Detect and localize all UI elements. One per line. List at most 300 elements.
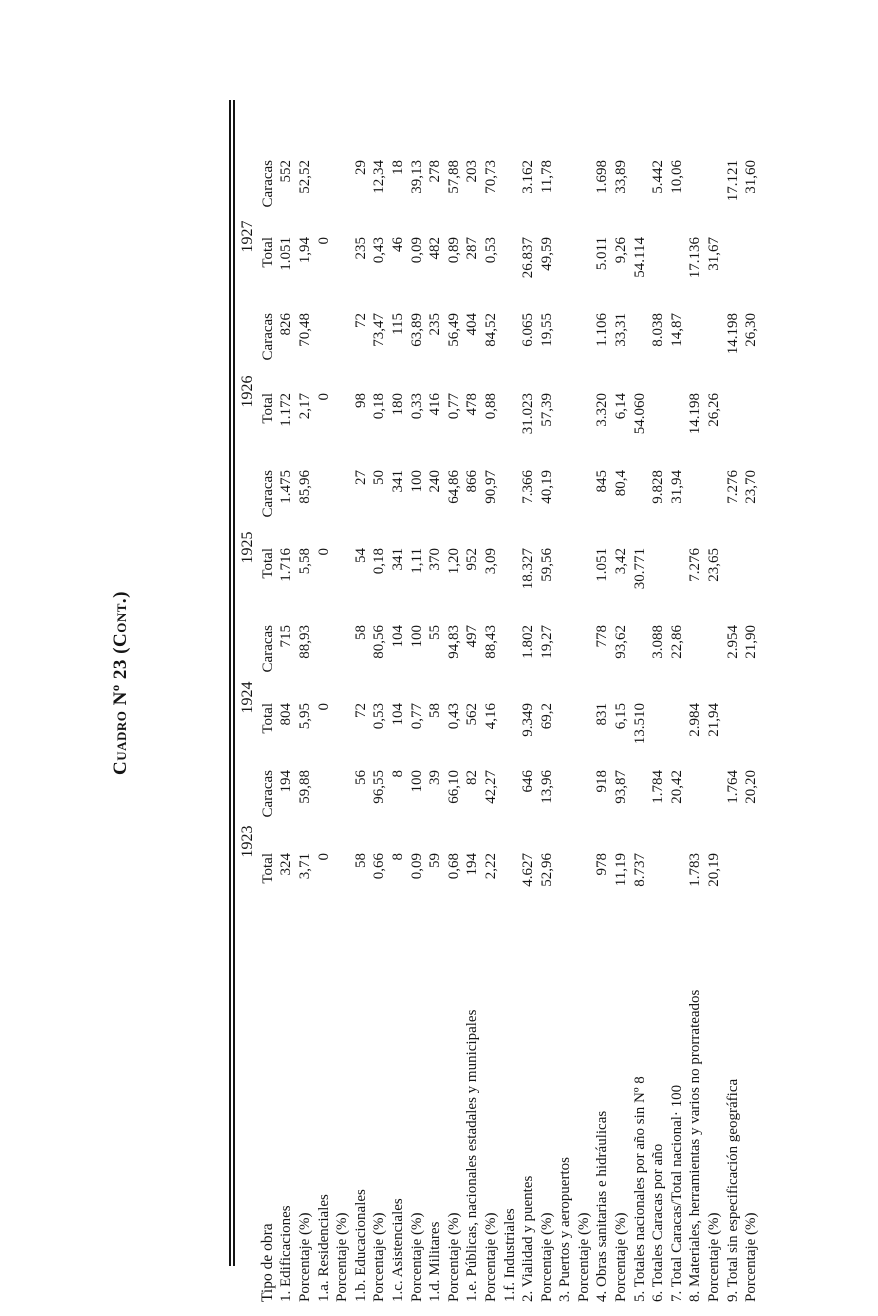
value-cell: 235 (352, 237, 369, 260)
value-cell: 0,43 (445, 703, 462, 730)
value-cell: 1.051 (594, 548, 611, 582)
value-cell: 11,78 (538, 160, 555, 194)
value-cell: 2.984 (687, 703, 704, 737)
value-cell: 21,90 (743, 625, 760, 659)
table-row (314, 160, 333, 1302)
value-cell: 8.737 (631, 853, 648, 887)
value-cell (500, 770, 519, 853)
table-row (556, 160, 575, 1302)
value-cell: 0,77 (408, 703, 425, 730)
value-cell: 115 (389, 313, 406, 335)
value-cell: 1,94 (296, 237, 313, 264)
value-cell (667, 703, 686, 770)
row-label: 9. Total sin especificación geográfica (724, 1078, 741, 1302)
value-cell: 17.121 (724, 160, 741, 202)
value-cell (575, 160, 594, 237)
value-cell: 13,96 (538, 770, 555, 804)
value-cell: 8.038 (650, 313, 667, 347)
value-cell: 96,55 (371, 770, 388, 804)
table-title: Cuadro Nº 23 (Cont.) (110, 591, 131, 775)
value-cell: 58 (352, 625, 369, 640)
value-cell (556, 393, 575, 470)
value-cell: 7.366 (520, 470, 537, 504)
table-row (444, 160, 463, 1302)
value-cell: 54.060 (631, 393, 648, 435)
value-cell (742, 393, 761, 470)
row-label: 1.a. Residenciales (315, 1194, 332, 1302)
value-cell (705, 313, 724, 393)
value-cell: 0,18 (371, 393, 388, 420)
value-cell: 0 (315, 548, 332, 556)
value-cell: 84,52 (482, 313, 499, 347)
value-cell: 0,53 (482, 237, 499, 264)
value-cell (705, 625, 724, 703)
value-cell (314, 313, 333, 393)
value-cell: 235 (427, 313, 444, 336)
row-label: 7. Total Caracas/Total nacional· 100 (668, 1084, 685, 1302)
value-cell: 0,09 (408, 853, 425, 880)
value-cell (686, 313, 705, 393)
value-cell: 1.475 (278, 470, 295, 504)
value-cell: 56,49 (445, 313, 462, 347)
value-cell (556, 160, 575, 237)
data-table (238, 160, 760, 1302)
value-cell: 94,83 (445, 625, 462, 659)
value-cell: 21,94 (706, 703, 723, 737)
value-cell: 978 (594, 853, 611, 876)
value-cell (500, 237, 519, 313)
row-label: Porcentaje (%) (334, 1212, 351, 1302)
value-cell (742, 703, 761, 770)
value-cell (686, 160, 705, 237)
value-cell (556, 625, 575, 703)
value-cell: 18.327 (520, 548, 537, 590)
table-row (426, 160, 445, 1302)
value-cell: 9,26 (613, 237, 630, 264)
value-cell: 0,88 (482, 393, 499, 420)
value-cell (556, 237, 575, 313)
value-cell (686, 770, 705, 853)
value-cell (314, 770, 333, 853)
table-row (723, 160, 742, 1302)
value-cell: 866 (464, 470, 481, 493)
value-cell: 72 (352, 313, 369, 328)
value-cell: 0 (315, 853, 332, 861)
value-cell (575, 770, 594, 853)
value-cell (649, 393, 668, 470)
row-label: 1.c. Asistenciales (389, 1198, 406, 1302)
value-cell (667, 237, 686, 313)
table-row (649, 160, 668, 1302)
value-cell (575, 470, 594, 548)
subheader-caracas: Caracas (259, 770, 276, 818)
value-cell: 562 (464, 703, 481, 726)
row-label: Porcentaje (%) (371, 1212, 388, 1302)
value-cell (333, 313, 352, 393)
value-cell: 93,62 (613, 625, 630, 659)
value-cell: 39,13 (408, 160, 425, 194)
row-label: 1.f. Industriales (501, 1208, 518, 1302)
value-cell: 58 (352, 853, 369, 868)
value-cell (649, 548, 668, 625)
year-header-1925: 1925 (238, 531, 256, 564)
value-cell: 98 (352, 393, 369, 408)
value-cell (575, 703, 594, 770)
value-cell: 40,19 (538, 470, 555, 504)
table-row (705, 160, 724, 1302)
value-cell: 58 (427, 703, 444, 718)
value-cell (333, 470, 352, 548)
subheader-total: Total (259, 703, 276, 734)
value-cell (333, 160, 352, 237)
value-cell: 646 (520, 770, 537, 793)
value-cell (667, 393, 686, 470)
value-cell: 1,20 (445, 548, 462, 575)
value-cell: 180 (389, 393, 406, 416)
subheader-caracas: Caracas (259, 160, 276, 208)
subheader-caracas: Caracas (259, 625, 276, 673)
row-label: Porcentaje (%) (613, 1212, 630, 1302)
value-cell (630, 160, 649, 237)
value-cell: 6,15 (613, 703, 630, 730)
value-cell (723, 853, 742, 913)
value-cell (649, 237, 668, 313)
year-header-1924: 1924 (238, 681, 256, 714)
value-cell: 7.276 (724, 470, 741, 504)
value-cell: 194 (278, 770, 295, 793)
value-cell: 341 (389, 548, 406, 571)
row-label: 6. Totales Caracas por año (650, 1143, 667, 1302)
value-cell (667, 548, 686, 625)
value-cell (314, 470, 333, 548)
row-label: Porcentaje (%) (538, 1212, 555, 1302)
value-cell: 39 (427, 770, 444, 785)
value-cell: 55 (427, 625, 444, 640)
value-cell: 370 (427, 548, 444, 571)
value-cell: 0,18 (371, 548, 388, 575)
value-cell (649, 853, 668, 913)
value-cell: 0,89 (445, 237, 462, 264)
value-cell (333, 237, 352, 313)
value-cell: 104 (389, 703, 406, 726)
value-cell (500, 313, 519, 393)
subheader-total: Total (259, 393, 276, 424)
value-cell: 324 (278, 853, 295, 876)
value-cell: 69,2 (538, 703, 555, 730)
value-cell (575, 853, 594, 913)
value-cell (575, 393, 594, 470)
value-cell: 5,95 (296, 703, 313, 730)
value-cell: 341 (389, 470, 406, 493)
value-cell: 14,87 (668, 313, 685, 347)
value-cell: 49,59 (538, 237, 555, 271)
value-cell: 42,27 (482, 770, 499, 804)
value-cell (742, 548, 761, 625)
row-label: 1.e. Públicas, nacionales estadales y municipales (464, 1009, 481, 1302)
table-row (407, 160, 426, 1302)
value-cell (556, 470, 575, 548)
table-row (482, 160, 501, 1302)
row-label: Porcentaje (%) (706, 1212, 723, 1302)
value-cell: 66,10 (445, 770, 462, 804)
value-cell: 70,73 (482, 160, 499, 194)
value-cell (705, 160, 724, 237)
value-cell (630, 313, 649, 393)
value-cell (500, 393, 519, 470)
value-cell (649, 703, 668, 770)
value-cell: 31.023 (520, 393, 537, 435)
value-cell (500, 853, 519, 913)
value-cell (723, 237, 742, 313)
value-cell: 2.954 (724, 625, 741, 659)
value-cell (333, 393, 352, 470)
value-cell: 194 (464, 853, 481, 876)
value-cell: 31,94 (668, 470, 685, 504)
subheader-caracas: Caracas (259, 470, 276, 518)
value-cell: 715 (278, 625, 295, 648)
row-label: 2. Vialidad y puentes (520, 1175, 537, 1302)
table-row (537, 160, 556, 1302)
value-cell (630, 625, 649, 703)
subheader-total: Total (259, 548, 276, 579)
value-cell: 778 (594, 625, 611, 648)
value-cell: 27 (352, 470, 369, 485)
subheader-caracas: Caracas (259, 313, 276, 361)
row-label: Porcentaje (%) (743, 1212, 760, 1302)
value-cell (575, 625, 594, 703)
value-cell: 845 (594, 470, 611, 493)
value-cell: 56 (352, 770, 369, 785)
row-label: 3. Puertos y aeropuertos (557, 1157, 574, 1302)
value-cell: 14.198 (687, 393, 704, 435)
value-cell (705, 770, 724, 853)
table-row (370, 160, 389, 1302)
value-cell: 1.106 (594, 313, 611, 347)
value-cell: 82 (464, 770, 481, 785)
row-label: Porcentaje (%) (482, 1212, 499, 1302)
value-cell: 0 (315, 703, 332, 711)
value-cell: 3,09 (482, 548, 499, 575)
value-cell: 52,96 (538, 853, 555, 887)
value-cell: 26,26 (706, 393, 723, 427)
value-cell: 5,58 (296, 548, 313, 575)
value-cell: 12,34 (371, 160, 388, 194)
value-cell: 0,53 (371, 703, 388, 730)
value-cell: 918 (594, 770, 611, 793)
value-cell: 13.510 (631, 703, 648, 745)
value-cell: 1.783 (687, 853, 704, 887)
value-cell: 63,89 (408, 313, 425, 347)
row-label: 1.b. Educacionales (352, 1189, 369, 1302)
header-double-rule (229, 100, 235, 1266)
value-cell: 6,14 (613, 393, 630, 420)
value-cell: 1.764 (724, 770, 741, 804)
value-cell (556, 313, 575, 393)
value-cell: 59,88 (296, 770, 313, 804)
value-cell: 70,48 (296, 313, 313, 347)
value-cell: 2,22 (482, 853, 499, 880)
table-body (277, 160, 760, 1302)
value-cell (333, 625, 352, 703)
value-cell: 80,56 (371, 625, 388, 659)
value-cell: 85,96 (296, 470, 313, 504)
value-cell: 9.349 (520, 703, 537, 737)
value-cell: 278 (427, 160, 444, 183)
row-label: Porcentaje (%) (408, 1212, 425, 1302)
table-row (630, 160, 649, 1302)
value-cell: 0,09 (408, 237, 425, 264)
table-row (575, 160, 594, 1302)
value-cell: 804 (278, 703, 295, 726)
value-cell (500, 160, 519, 237)
value-cell: 1.172 (278, 393, 295, 427)
value-cell: 64,86 (445, 470, 462, 504)
table-row (593, 160, 612, 1302)
value-cell: 404 (464, 313, 481, 336)
value-cell: 416 (427, 393, 444, 416)
year-header-1926: 1926 (238, 375, 256, 408)
value-cell: 19,27 (538, 625, 555, 659)
value-cell: 19,55 (538, 313, 555, 347)
value-cell (500, 625, 519, 703)
table-header (238, 160, 277, 1302)
value-cell: 0,77 (445, 393, 462, 420)
value-cell: 826 (278, 313, 295, 336)
value-cell (500, 470, 519, 548)
value-cell: 831 (594, 703, 611, 726)
value-cell: 9.828 (650, 470, 667, 504)
value-cell: 5.442 (650, 160, 667, 194)
value-cell (500, 703, 519, 770)
table-row (612, 160, 631, 1302)
value-cell (742, 853, 761, 913)
value-cell (575, 548, 594, 625)
subheader-total: Total (259, 237, 276, 268)
value-cell: 26.837 (520, 237, 537, 279)
table-row (667, 160, 686, 1302)
value-cell: 240 (427, 470, 444, 493)
value-cell (667, 853, 686, 913)
value-cell: 7.276 (687, 548, 704, 582)
value-cell: 29 (352, 160, 369, 175)
value-cell (686, 470, 705, 548)
value-cell: 3.162 (520, 160, 537, 194)
value-cell: 54 (352, 548, 369, 563)
value-cell: 88,93 (296, 625, 313, 659)
value-cell: 482 (427, 237, 444, 260)
value-cell: 1,11 (408, 548, 425, 574)
value-cell: 33,89 (613, 160, 630, 194)
value-cell: 3.320 (594, 393, 611, 427)
value-cell (314, 625, 333, 703)
value-cell: 80,4 (613, 470, 630, 497)
value-cell: 8 (389, 853, 406, 861)
value-cell: 3,42 (613, 548, 630, 575)
value-cell: 952 (464, 548, 481, 571)
row-label: 1. Edificaciones (278, 1205, 295, 1302)
value-cell (333, 853, 352, 913)
value-cell: 31,67 (706, 237, 723, 271)
value-cell: 11,19 (613, 853, 630, 887)
value-cell: 6.065 (520, 313, 537, 347)
value-cell: 54.114 (631, 237, 648, 278)
value-cell (333, 548, 352, 625)
subheader-total: Total (259, 853, 276, 884)
value-cell (630, 770, 649, 853)
value-cell (333, 703, 352, 770)
value-cell (575, 313, 594, 393)
value-cell: 100 (408, 470, 425, 493)
value-cell: 1.051 (278, 237, 295, 271)
value-cell (575, 237, 594, 313)
value-cell (314, 160, 333, 237)
value-cell: 18 (389, 160, 406, 175)
value-cell: 88,43 (482, 625, 499, 659)
value-cell (333, 770, 352, 853)
value-cell: 104 (389, 625, 406, 648)
value-cell: 72 (352, 703, 369, 718)
value-cell (705, 470, 724, 548)
value-cell: 31,60 (743, 160, 760, 194)
value-cell: 23,65 (706, 548, 723, 582)
value-cell: 22,86 (668, 625, 685, 659)
table-row (463, 160, 482, 1302)
value-cell: 3.088 (650, 625, 667, 659)
value-cell: 14.198 (724, 313, 741, 355)
value-cell: 478 (464, 393, 481, 416)
value-cell: 5.011 (594, 237, 611, 271)
value-cell (556, 703, 575, 770)
value-cell: 552 (278, 160, 295, 183)
value-cell (686, 625, 705, 703)
table-row (333, 160, 352, 1302)
value-cell (723, 548, 742, 625)
value-cell: 2,17 (296, 393, 313, 420)
value-cell: 1.784 (650, 770, 667, 804)
value-cell: 1.716 (278, 548, 295, 582)
value-cell: 17.136 (687, 237, 704, 279)
value-cell (556, 548, 575, 625)
year-header-1927: 1927 (238, 220, 256, 253)
value-cell: 59 (427, 853, 444, 868)
value-cell: 23,70 (743, 470, 760, 504)
value-cell: 0,33 (408, 393, 425, 420)
value-cell: 90,97 (482, 470, 499, 504)
value-cell: 33,31 (613, 313, 630, 347)
value-cell (500, 548, 519, 625)
row-label: 1.d. Militares (427, 1221, 444, 1302)
value-cell: 0 (315, 393, 332, 401)
value-cell: 287 (464, 237, 481, 260)
value-cell: 203 (464, 160, 481, 183)
value-cell: 0,68 (445, 853, 462, 880)
value-cell (556, 853, 575, 913)
value-cell: 57,88 (445, 160, 462, 194)
value-cell: 100 (408, 770, 425, 793)
value-cell: 20,42 (668, 770, 685, 804)
value-cell: 1.698 (594, 160, 611, 194)
table-row (519, 160, 538, 1302)
value-cell: 1.802 (520, 625, 537, 659)
year-header-row (238, 160, 257, 1302)
value-cell: 0 (315, 237, 332, 245)
value-cell: 4,16 (482, 703, 499, 730)
row-label: 8. Materiales, herramientas y varios no prorrateados (687, 989, 704, 1302)
table-row (351, 160, 370, 1302)
table-row (686, 160, 705, 1302)
row-label: Porcentaje (%) (575, 1212, 592, 1302)
value-cell: 26,30 (743, 313, 760, 347)
